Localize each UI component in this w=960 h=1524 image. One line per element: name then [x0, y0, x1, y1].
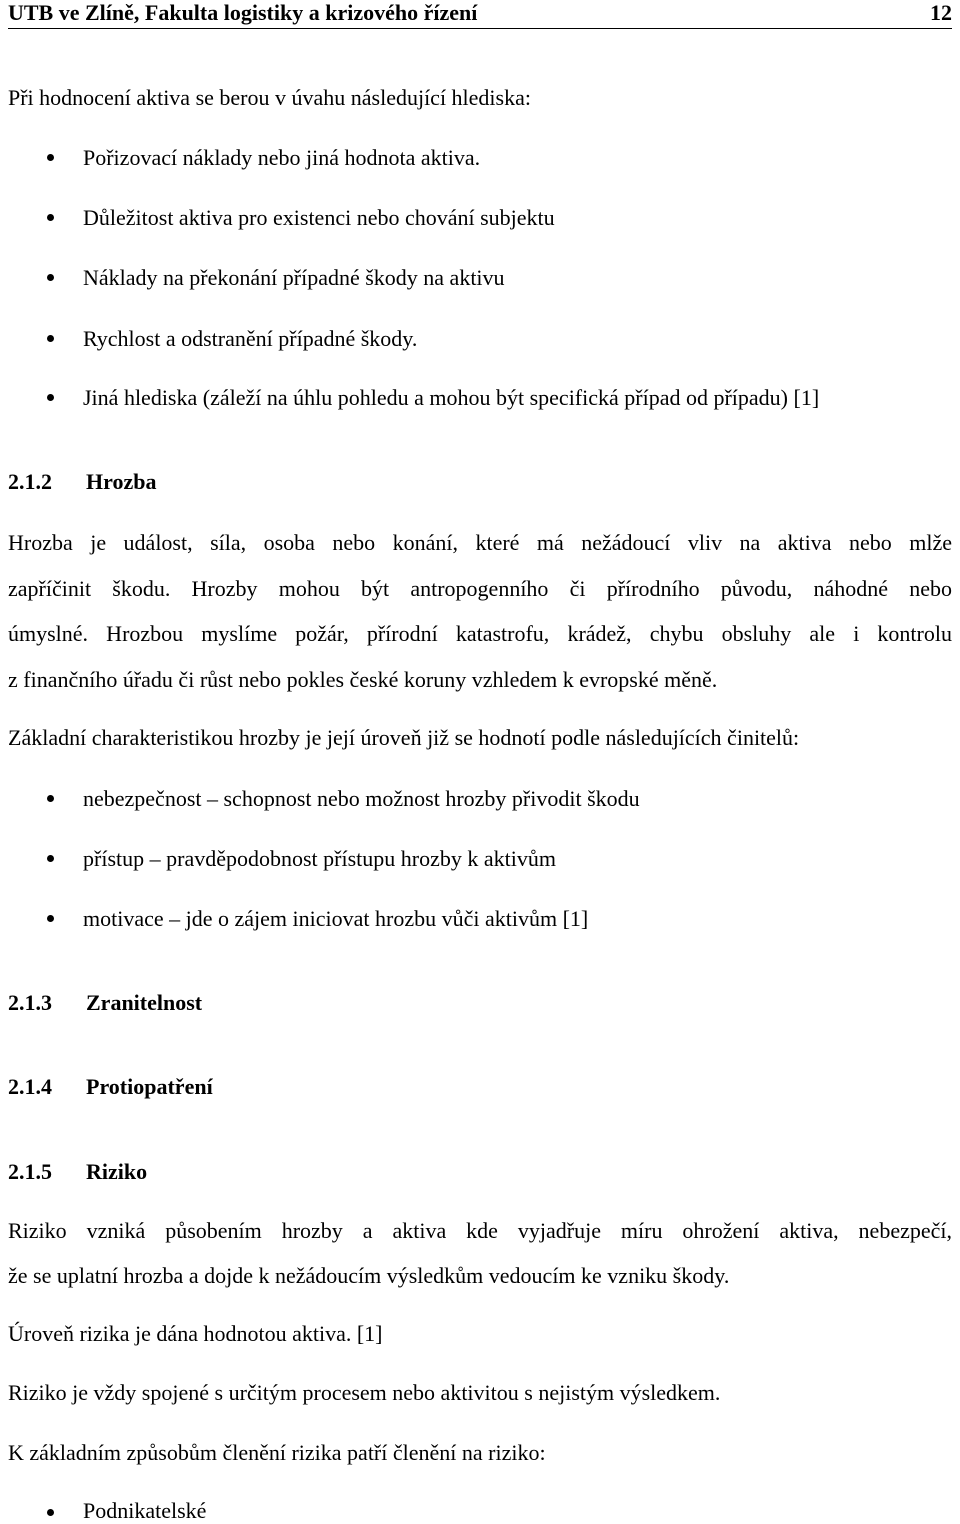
list-item: Důležitost aktiva pro existenci nebo chování subjektu: [83, 205, 555, 230]
bullet-icon: [47, 855, 54, 862]
intro-text: Při hodnocení aktiva se berou v úvahu následující hlediska:: [8, 85, 531, 110]
page-header: [8, 0, 952, 29]
section-heading-zranitelnost: [8, 990, 202, 1016]
bullet-icon: [47, 214, 54, 221]
bullet-icon: [47, 274, 54, 281]
paragraph-line: zapříčinit škodu. Hrozby mohou být antropogenního či přírodního původu, náhodné nebo: [8, 576, 952, 601]
risk-level-text: Úroveň rizika je dána hodnotou aktiva. [1]: [8, 1321, 383, 1346]
risk-division-text: K základním způsobům členění rizika patří členění na riziko:: [8, 1440, 546, 1465]
section-number: 2.1.3: [8, 990, 52, 1015]
list-item: přístup – pravděpodobnost přístupu hrozby k aktivům: [83, 846, 556, 871]
page-number: 12: [930, 0, 952, 25]
list-item: nebezpečnost – schopnost nebo možnost hrozby přivodit škodu: [83, 786, 640, 811]
list-item: motivace – jde o zájem iniciovat hrozbu vůči aktivům [1]: [83, 906, 589, 931]
bullet-icon: [47, 1509, 54, 1516]
bullet-icon: [47, 795, 54, 802]
list-item: Rychlost a odstranění případné škody.: [83, 326, 418, 351]
paragraph-line: Hrozba je událost, síla, osoba nebo konání, které má nežádoucí vliv na aktiva nebo mlže: [8, 530, 952, 555]
paragraph-line: úmyslné. Hrozbou myslíme požár, přírodní katastrofu, krádež, chybu obsluhy ale i kontrolu: [8, 621, 952, 646]
factors-lead: Základní charakteristikou hrozby je její úroveň již se hodnotí podle následujících činitelů:: [8, 725, 800, 750]
risk-process-text: Riziko je vždy spojené s určitým procesem nebo aktivitou s nejistým výsledkem.: [8, 1380, 721, 1405]
paragraph-line: že se uplatní hrozba a dojde k nežádoucím výsledkům vedoucím ke vzniku škody.: [8, 1263, 730, 1288]
header-title: UTB ve Zlíně, Fakulta logistiky a krizového řízení: [8, 0, 478, 25]
paragraph-line: Riziko vzniká působením hrozby a aktiva kde vyjadřuje míru ohrožení aktiva, nebezpečí,: [8, 1218, 952, 1243]
bullet-icon: [47, 915, 54, 922]
list-item: Podnikatelské: [83, 1498, 207, 1523]
section-title: Riziko: [86, 1159, 148, 1184]
paragraph-line: z finančního úřadu či růst nebo pokles české koruny vzhledem k evropské měně.: [8, 667, 718, 692]
section-number: 2.1.2: [8, 469, 52, 494]
section-title: Zranitelnost: [86, 990, 203, 1015]
section-number: 2.1.4: [8, 1074, 52, 1099]
section-title: Protiopatření: [86, 1074, 213, 1099]
bullet-icon: [47, 394, 54, 401]
section-heading-protiopatreni: [8, 1074, 213, 1100]
section-title: Hrozba: [86, 469, 157, 494]
section-heading-hrozba: [8, 469, 156, 495]
section-heading-riziko: [8, 1159, 147, 1185]
list-item: Jiná hlediska (záleží na úhlu pohledu a mohou být specifická případ od případu) [1]: [83, 385, 820, 410]
list-item: Pořizovací náklady nebo jiná hodnota aktiva.: [83, 145, 481, 170]
list-item: Náklady na překonání případné škody na aktivu: [83, 265, 505, 290]
bullet-icon: [47, 335, 54, 342]
bullet-icon: [47, 154, 54, 161]
section-number: 2.1.5: [8, 1159, 52, 1184]
